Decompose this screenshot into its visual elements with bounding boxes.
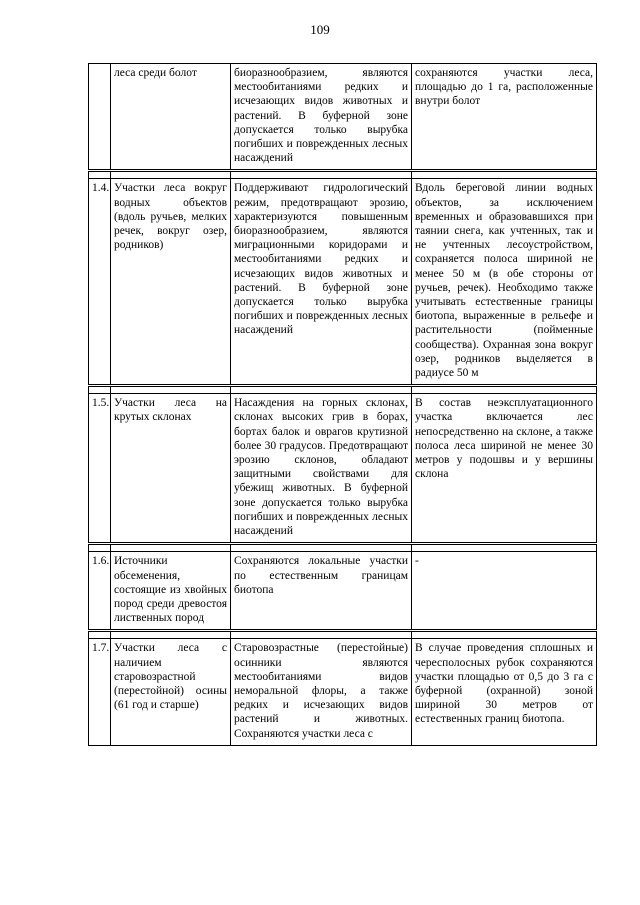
table-row	[89, 64, 597, 171]
row-number: 1.4.	[89, 179, 111, 386]
row-number: 1.6.	[89, 552, 111, 631]
reason-cell: Насаждения на горных склонах, склонах высоких грив в борах, бортах балок и оврагов крутизной более 30 градусов. Предотвращают эрозию склонов, обладают защитными свойствами для убежищ животных. В буферной зоне допускается только вырубка погибших и поврежденных лесных насаждений	[231, 394, 412, 544]
measure-cell: Вдоль береговой линии водных объектов, за исключением временных и образовавшихся при таянии снега, как учтенных, так и не учтенных лесоустройством, сохраняется полоса шириной не менее 50 м (в обе стороны от ручьев, речек). Необходимо также учитывать естественные границы биотопа, выраженные в рельефе и растительности (пойменные сообщества). Охранная зона вокруг озер, родников выделяется в радиусе 50 м	[412, 179, 597, 386]
row-spacer	[89, 386, 597, 394]
reason-cell: Поддерживают гидрологический режим, предотвращают эрозию, характеризуются повышенным биоразнообразием, являются миграционными коридорами и местообитаниями редких и исчезающих видов животных и растений. В буферной зоне допускается только вырубка погибших и поврежденных лесных насаждений	[231, 179, 412, 386]
object-cell: Участки леса с наличием старовозрастной (перестойной) осины (61 год и старше)	[111, 639, 231, 745]
row-number: 1.7.	[89, 639, 111, 745]
table-row	[89, 394, 597, 544]
object-cell: леса среди болот	[111, 64, 231, 171]
object-cell: Участки леса вокруг водных объектов (вдоль ручьев, мелких речек, вокруг озер, родников)	[111, 179, 231, 386]
measure-cell: -	[412, 552, 597, 631]
row-spacer	[89, 171, 597, 179]
table-row	[89, 552, 597, 631]
reason-cell: Старовозрастные (перестойные) осинники являются местообитаниями видов неморальной флоры, а также редких и исчезающих видов растений и животных. Сохраняются участки леса с	[231, 639, 412, 745]
measure-cell: В случае проведения сплошных и чересполосных рубок сохраняются участки площадью от 0,5 до 3 га с буферной (охранной) зоной шириной 30 метров от естественных границ биотопа.	[412, 639, 597, 745]
reason-cell: биоразнообразием, являются местообитаниями редких и исчезающих видов животных и растений. В буферной зоне допускается только вырубка погибших и поврежденных лесных насаждений	[231, 64, 412, 171]
row-number: 1.5.	[89, 394, 111, 544]
table-row	[89, 639, 597, 745]
row-spacer	[89, 631, 597, 639]
document-table	[88, 63, 597, 746]
object-cell: Участки леса на крутых склонах	[111, 394, 231, 544]
page-number: 109	[310, 22, 330, 37]
row-spacer	[89, 544, 597, 552]
object-cell: Источники обсеменения, состоящие из хвойных пород среди древостоя лиственных пород	[111, 552, 231, 631]
measure-cell: В состав неэксплуатационного участка включается лес непосредственно на склоне, а также полоса леса шириной не менее 30 метров у подошвы и у вершины склона	[412, 394, 597, 544]
measure-cell: сохраняются участки леса, площадью до 1 га, расположенные внутри болот	[412, 64, 597, 171]
table-row	[89, 179, 597, 386]
reason-cell: Сохраняются локальные участки по естественным границам биотопа	[231, 552, 412, 631]
row-number	[89, 64, 111, 171]
